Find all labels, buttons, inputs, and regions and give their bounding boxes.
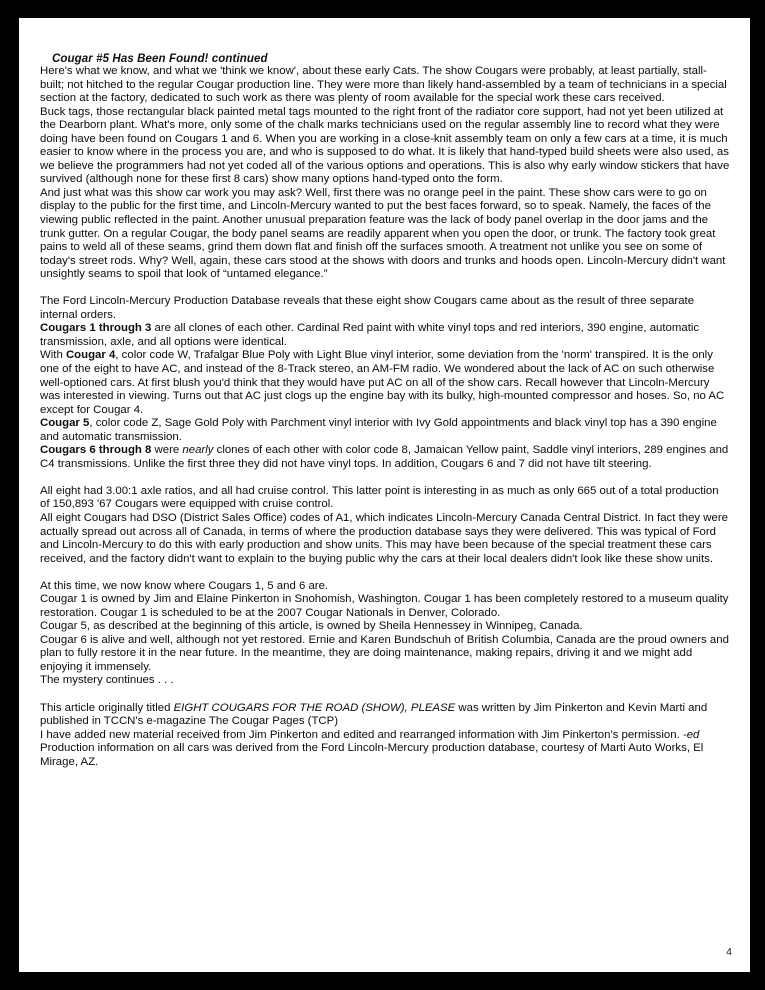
para-at-this-time	[40, 580, 730, 594]
para-cougar-6-owner	[40, 634, 730, 675]
para-dso-codes	[40, 512, 730, 566]
para-original-title	[40, 702, 730, 729]
italic-run: -ed	[682, 728, 700, 741]
page-number: 4	[726, 946, 732, 958]
text-run: Cougar 6 is alive and well, although not yet restored. Ernie and Karen Bundschuh of British Columbia, Canada are the proud owners and plan to fully restore it in the near future. In the meantime, they are doing maintenance, making repairs, driving it and we might add enjoying it immensely.	[40, 633, 729, 673]
text-run: was written by Jim Pinkerton and Kevin Marti and published in TCCN's e-magazine The Cougar Pages (TCP)	[40, 701, 708, 728]
text-run: , color code W, Trafalgar Blue Poly with Light Blue vinyl interior, some deviation from the 'norm' transpired. It is the only one of the eight to have AC, and instead of the 8-Track stereo, an AM-FM radio. We wondered about the lack of AC on such otherwise well-optioned cars. At first blush you'd think that they would have put AC on all of the show cars. Recall however that Lincoln-Mercury was interested in viewing. Turns out that AC just clogs up the engine bay with its bulky, high-mounted compressor and hoses. So, no AC except for Cougar 4.	[40, 349, 725, 416]
page-content	[40, 18, 730, 769]
text-run: This article originally titled	[40, 701, 174, 714]
para-editor-note	[40, 729, 730, 743]
text-run: Cougar 5, as described at the beginning of this article, is owned by Sheila Hennessey in Winnipeg, Canada.	[40, 620, 583, 633]
text-run: With	[40, 349, 66, 362]
text-run: Here's what we know, and what we 'think we know', about these early Cats. The show Cougars were probably, at least partially, stall-built; not hitched to the regular Cougar production line. They were more than likely hand-assembled by a team of technicians in a special section at the factory, dedicated to such work as there was plenty of room available for the special work these cars received.	[40, 65, 727, 105]
text-run: are all clones of each other. Cardinal Red paint with white vinyl tops and red interiors, 390 engine, automatic transmission, axle, and all options were identical.	[40, 322, 700, 348]
bold-run: Cougar 4	[65, 349, 116, 362]
para-cougars-6-8	[40, 444, 730, 471]
section-production-database	[40, 295, 730, 471]
text-run: , color code Z, Sage Gold Poly with Parchment vinyl interior with Ivy Gold appointments and black vinyl top has a 390 engine and automatic transmission.	[40, 417, 717, 443]
para-axle-ratios	[40, 485, 730, 512]
bold-run: Cougar 5	[40, 417, 90, 430]
para-cougar-5-owner	[40, 620, 730, 634]
para-what-we-know	[40, 65, 730, 106]
italic-run: nearly	[182, 444, 214, 457]
text-run: Buck tags, those rectangular black painted metal tags mounted to the right front of the radiator core support, had not yet been utilized at the Dearborn plant. What's more, only some of the chalk marks technicians used on the regular assembly line to record what they were doing have been found on Cougars 1 and 6. When you are working in a close-knit assembly team on only a few cars at a time, it is much easier to know where in the process you are, and who is supposed to do what. It is likely that hand-typed build sheets were also used, as we believe the programmers had not yet coded all of the various options and operations. This is also why early window stickers that have survived (although none for these first 8 cars) show many options hand-typed onto the form.	[40, 105, 730, 186]
document-page	[19, 18, 750, 972]
text-run: Cougar 1 is owned by Jim and Elaine Pinkerton in Snohomish, Washington. Cougar 1 has been completely restored to a museum quality restoration. Cougar 1 is scheduled to be at the 2007 Cougar Nationals in Denver, Colorado.	[40, 593, 729, 619]
section-axle-dso	[40, 485, 730, 566]
text-run: And just what was this show car work you may ask? Well, first there was no orange peel in the paint. These show cars were to go on display to the public for the first time, and Lincoln-Mercury wanted to put the best faces forward, so to speak. Namely, the faces of the viewing public reflected in the paint. Another unusual preparation feature was the lack of body panel overlap in the door jams and the trunk gutter. On a regular Cougar, the body panel seams are readily apparent when you open the door, or trunk. The factory took great pains to weld all of these seams, grind them down flat and finish off the surfaces smooth. A treatment not unlike you see on some of today's street rods. Why? Well, again, these cars stood at the shows with doors and trunks and hoods open. Lincoln-Mercury didn't want unsightly seams to spoil that look of “untamed elegance.”	[40, 186, 726, 281]
text-run: were	[151, 444, 183, 457]
para-cougar-1-owner	[40, 593, 730, 620]
text-run: I have added new material received from Jim Pinkerton and edited and rearranged information with Jim Pinkerton's permission.	[40, 728, 683, 741]
article-body	[40, 65, 730, 769]
para-cougar-5	[40, 417, 730, 444]
para-buck-tags	[40, 106, 730, 187]
section-credits	[40, 702, 730, 770]
text-run: The Ford Lincoln-Mercury Production Database reveals that these eight show Cougars came about as the result of three separate internal orders.	[40, 295, 695, 321]
section-whereabouts	[40, 580, 730, 688]
para-production-credit	[40, 742, 730, 769]
para-mystery	[40, 674, 730, 688]
bold-run: Cougars 6 through 8	[40, 444, 152, 457]
bold-run: Cougars 1 through 3	[40, 322, 152, 335]
text-run: clones of each other with color code 8, Jamaican Yellow paint, Saddle vinyl interiors, 289 engines and C4 transmissions. Unlike the first three they did not have vinyl tops. In addition, Cougars 6 and 7 did not have tilt steering.	[40, 444, 729, 470]
page-title: Cougar #5 Has Been Found! continued	[52, 53, 268, 65]
text-run: Production information on all cars was derived from the Ford Lincoln-Mercury production database, courtesy of Marti Auto Works, El Mirage, AZ.	[40, 742, 704, 768]
para-cougar-4	[40, 349, 730, 417]
text-run: The mystery continues . . .	[40, 674, 174, 687]
para-production-db	[40, 295, 730, 322]
text-run: At this time, we now know where Cougars 1, 5 and 6 are.	[40, 579, 329, 592]
text-run: All eight Cougars had DSO (District Sales Office) codes of A1, which indicates Lincoln-Mercury Canada Central District. In fact they were actually spread out across all of Canada, in terms of where the production database says they were delivered. This was typical of Ford and Lincoln-Mercury to do this with early production and show units. This may have been because of the special treatment these cars received, and the factory didn't want to explain to the buying public why the cars at their local dealers didn't look like these show units.	[40, 511, 728, 565]
para-show-car-work	[40, 187, 730, 282]
para-cougars-1-3	[40, 322, 730, 349]
italic-run: EIGHT COUGARS FOR THE ROAD (SHOW), PLEASE	[173, 701, 456, 714]
section-early-cats	[40, 65, 730, 282]
text-run: All eight had 3.00:1 axle ratios, and all had cruise control. This latter point is interesting in as much as only 665 out of a total production of 150,893 '67 Cougars were equipped with cruise control.	[40, 484, 719, 511]
